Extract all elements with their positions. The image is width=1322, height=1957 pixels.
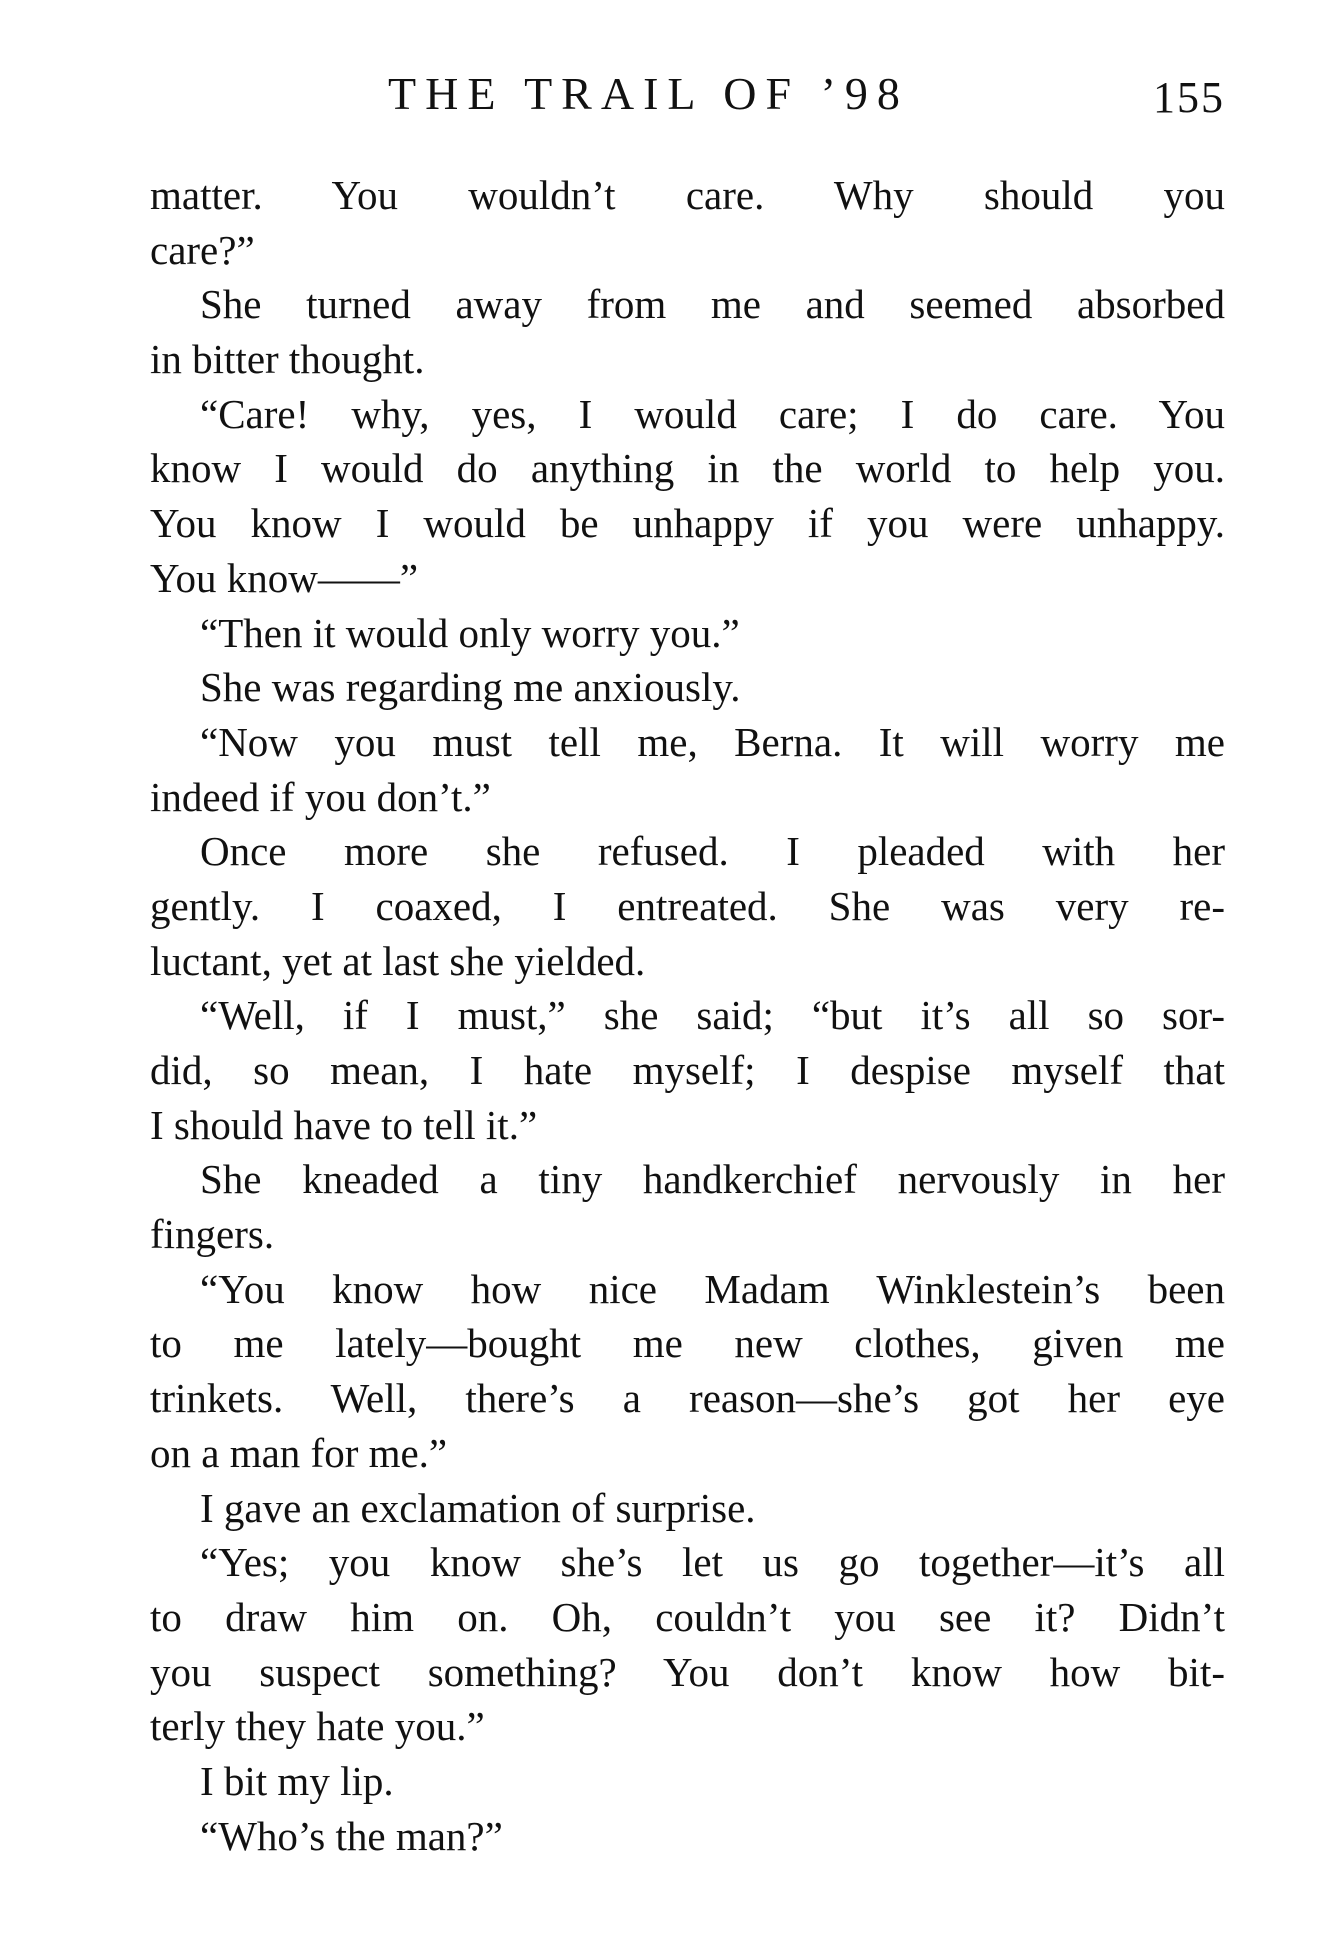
text-line: care?”: [150, 226, 255, 273]
text-line: “Well, if I must,” she said; “but it’s all so sor-: [200, 992, 1225, 1039]
text-line: trinkets. Well, there’s a reason—she’s got her eye: [150, 1375, 1225, 1422]
running-title: THE TRAIL OF ’98: [388, 68, 909, 119]
text-line: to me lately—bought me new clothes, given me: [150, 1320, 1225, 1367]
text-line: I should have to tell it.”: [150, 1101, 538, 1148]
text-line: “You know how nice Madam Winklestein’s been: [200, 1265, 1225, 1312]
text-line: She kneaded a tiny handkerchief nervously in her: [200, 1156, 1225, 1203]
text-line: “Now you must tell me, Berna. It will worry me: [200, 718, 1225, 765]
text-line: on a man for me.”: [150, 1429, 448, 1476]
text-line: luctant, yet at last she yielded.: [150, 937, 646, 984]
text-line: “Yes; you know she’s let us go together—it’s all: [200, 1539, 1225, 1586]
text-line: know I would do anything in the world to help you.: [150, 445, 1225, 492]
text-line: You know I would be unhappy if you were unhappy.: [150, 500, 1225, 547]
text-line: I gave an exclamation of surprise.: [200, 1484, 756, 1531]
text-line: She was regarding me anxiously.: [200, 664, 741, 711]
text-line: you suspect something? You don’t know how bit-: [150, 1648, 1225, 1695]
text-line: did, so mean, I hate myself; I despise myself that: [150, 1047, 1225, 1093]
text-line: fingers.: [150, 1211, 275, 1258]
text-line: in bitter thought.: [150, 336, 425, 383]
text-line: terly they hate you.”: [150, 1703, 485, 1750]
text-line: “Then it would only worry you.”: [200, 609, 740, 656]
text-line: indeed if you don’t.”: [150, 773, 491, 820]
text-line: to draw him on. Oh, couldn’t you see it? Didn’t: [150, 1593, 1225, 1640]
text-line: “Who’s the man?”: [200, 1812, 503, 1859]
text-line: You know——”: [150, 554, 419, 601]
body-text: [150, 168, 1225, 1863]
page-number: 155: [1153, 73, 1225, 122]
running-head: [150, 64, 1225, 124]
text-line: gently. I coaxed, I entreated. She was very re-: [150, 882, 1225, 929]
text-line: Once more she refused. I pleaded with her: [200, 828, 1225, 875]
text-line: “Care! why, yes, I would care; I do care. You: [200, 390, 1225, 437]
text-line: She turned away from me and seemed absorbed: [200, 281, 1225, 328]
text-line: I bit my lip.: [200, 1757, 394, 1804]
text-line: matter. You wouldn’t care. Why should you: [150, 172, 1225, 218]
